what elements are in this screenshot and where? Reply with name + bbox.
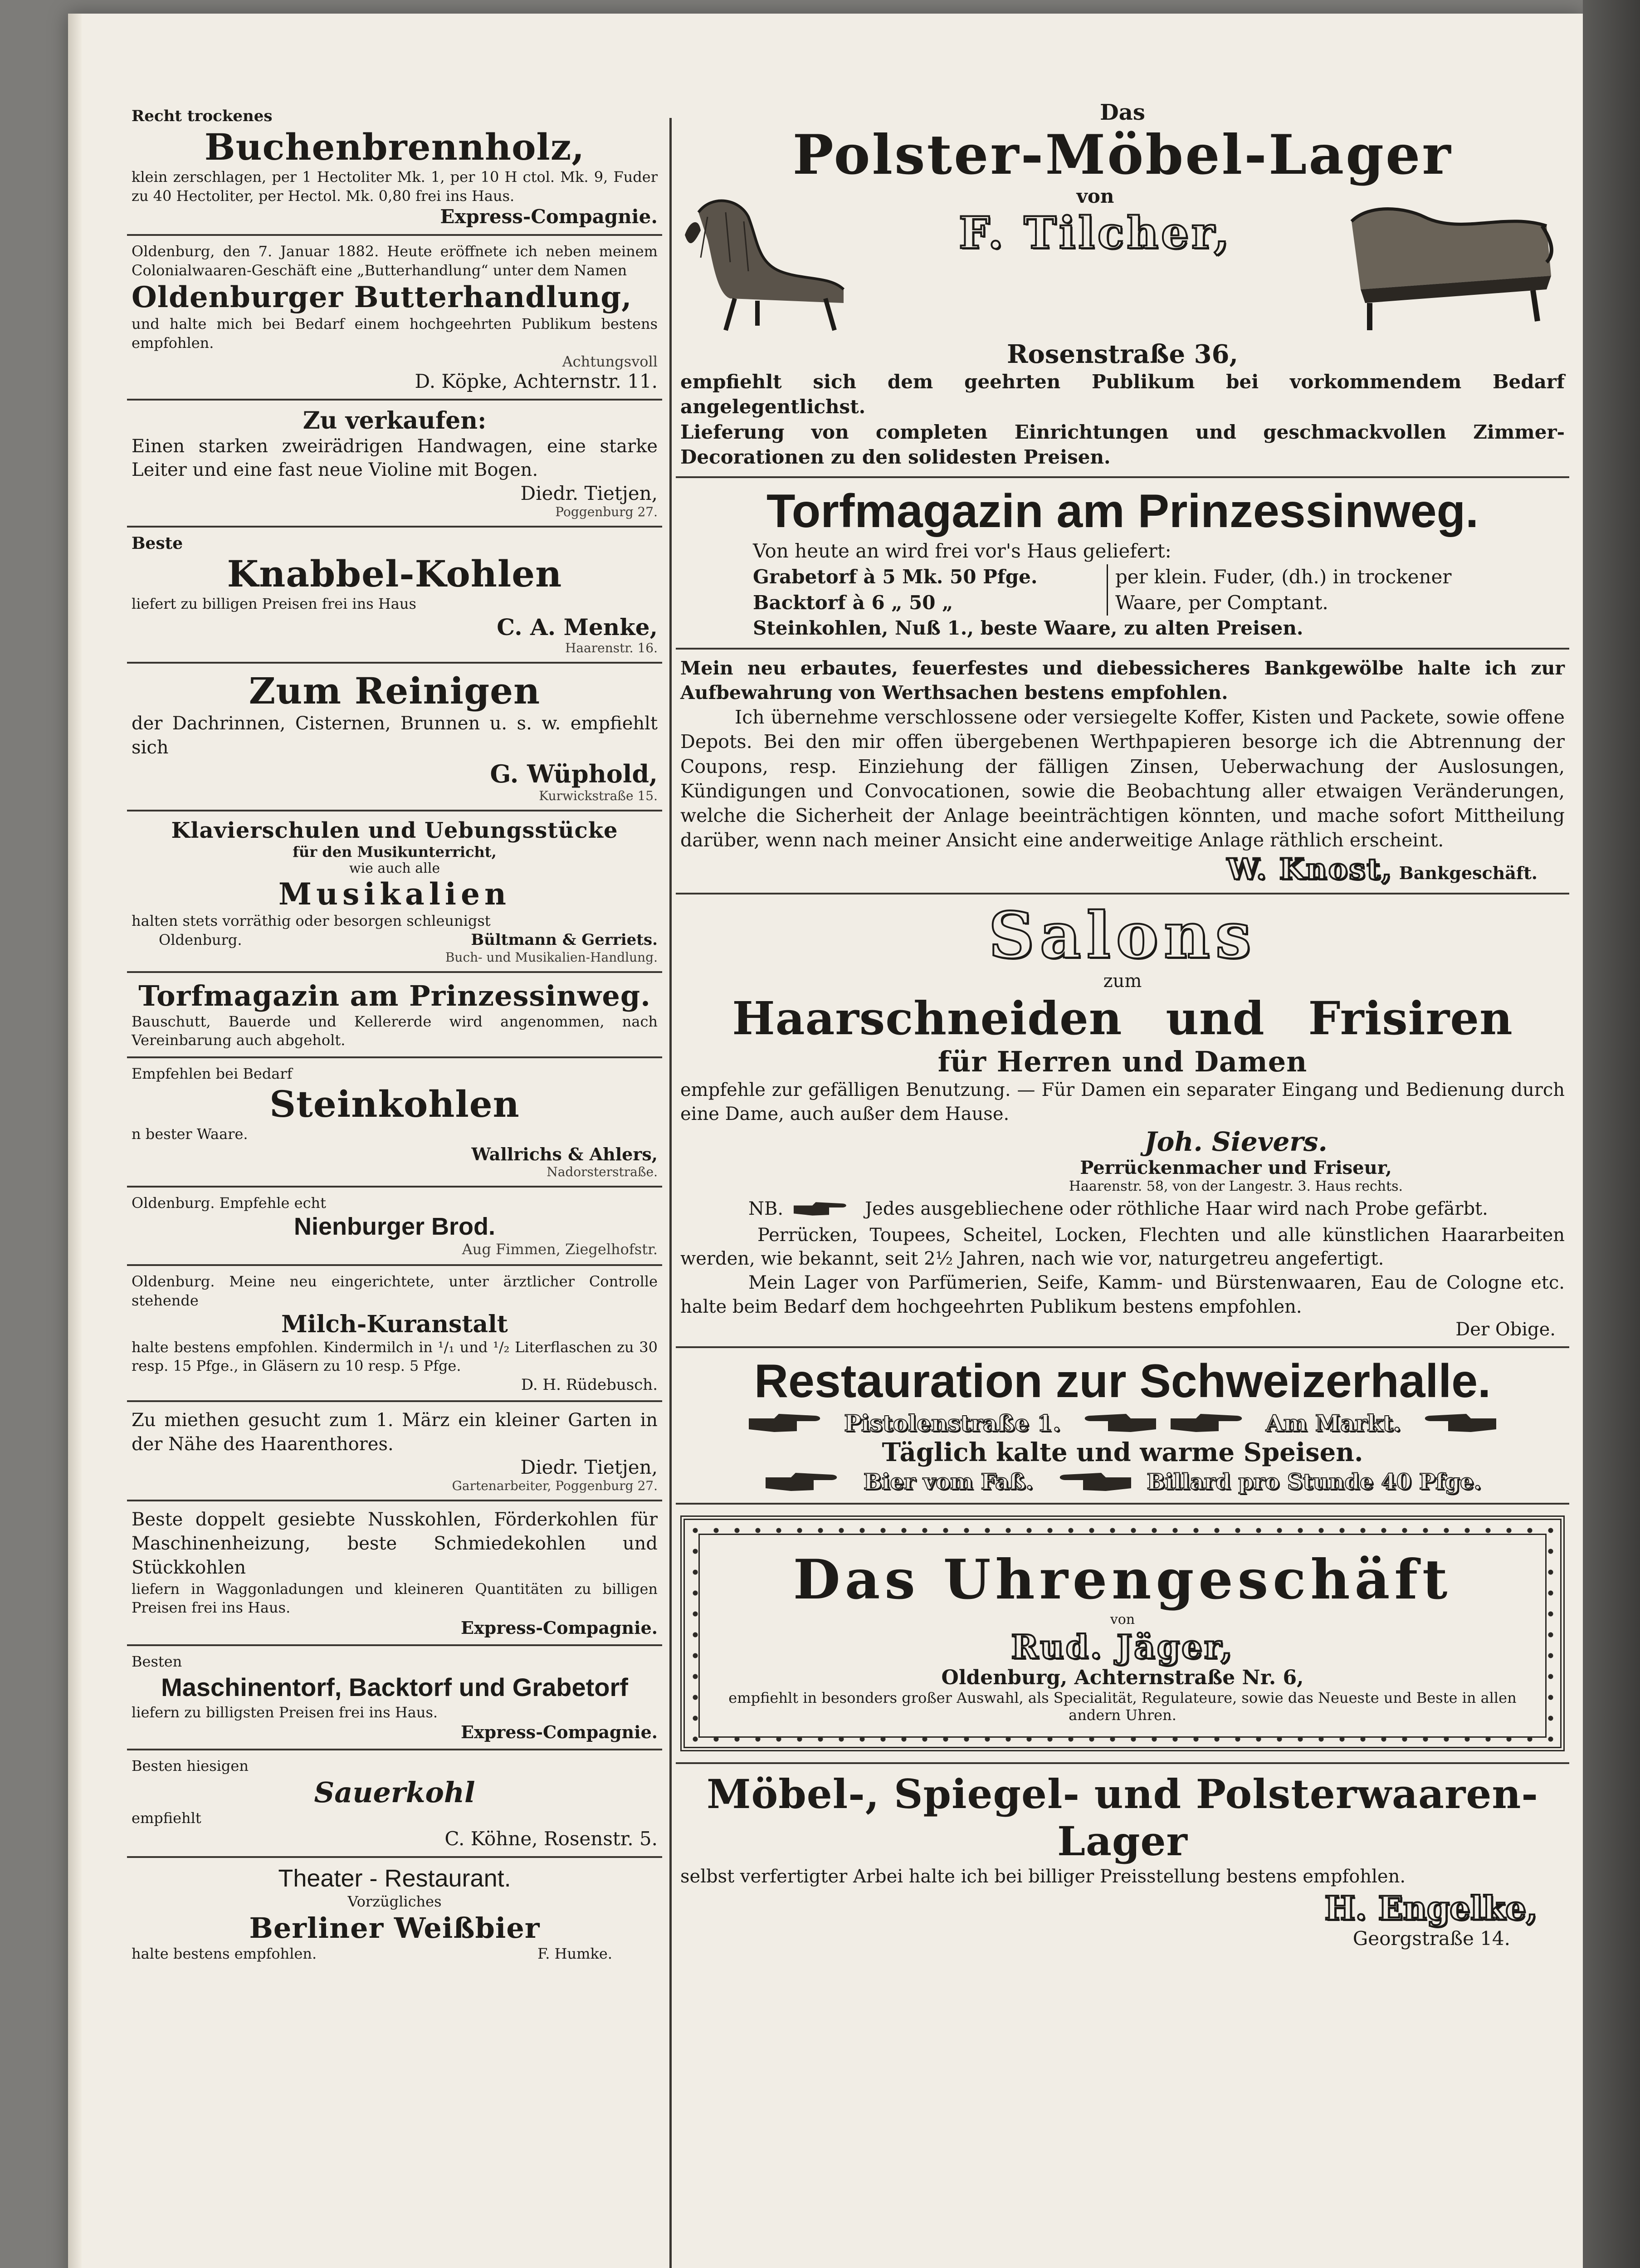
ad-text: empfehle zur gefälligen Benutzung. — Für Damen ein separater Eingang und Bedienung durch eine Dame, auch außer dem Hause.: [680, 1079, 1565, 1124]
ad-place: Oldenburg.: [159, 931, 242, 948]
ad-title: Möbel-, Spiegel- und Polsterwaaren-Lager: [707, 1770, 1538, 1865]
ad-text: Einen starken zweirädrigen Handwagen, eine starke Leiter und eine fast neue Violine mit Bogen.: [132, 435, 658, 481]
ad-text: halte bestens empfohlen. Kindermilch in ¹/₁ und ¹/₂ Literflaschen zu 30 resp. 15 Pfge., in Gläsern zu 10 resp. 5 Pfge.: [132, 1338, 658, 1375]
ad-pre: Beste: [132, 534, 183, 553]
ad-title: Milch-Kuranstalt: [281, 1310, 508, 1338]
ad-title: Torfmagazin am Prinzessinweg.: [766, 484, 1479, 538]
ad-left-address: Pistolenstraße 1.: [844, 1409, 1061, 1437]
ad-signature: Diedr. Tietjen,: [520, 1456, 658, 1479]
ad-bier: Bier vom Faß.: [863, 1469, 1034, 1495]
ad-pre: Oldenburg. Empfehle echt: [132, 1194, 326, 1212]
ad-das: Das: [1100, 100, 1145, 125]
pointing-hand-left-icon: [1072, 1408, 1158, 1437]
ad-address: Oldenburg, Achternstraße Nr. 6,: [941, 1666, 1304, 1690]
ad-title: Nienburger Brod.: [293, 1213, 496, 1241]
ad-sub: Bankgeschäft.: [1399, 862, 1538, 883]
ad-line3: wie auch alle: [349, 860, 440, 877]
ad-title: Polster-Möbel-Lager: [792, 123, 1453, 187]
ad-uhrengeschaeft: [676, 1505, 1569, 1762]
ad-title: Buchenbrennholz,: [204, 126, 585, 169]
price-left: Backtorf à 6 „ 50 „: [753, 591, 953, 614]
ad-text1: Mein neu erbautes, feuerfestes und diebessicheres Bankgewölbe halte ich zur Aufbewahrung von Werthsachen bestens empfohlen.: [680, 657, 1565, 704]
ad-title: Salons: [988, 898, 1257, 973]
ad-pre: Besten hiesigen: [132, 1757, 249, 1775]
ad-title: Maschinentorf, Backtorf und Grabetorf: [161, 1672, 628, 1701]
ad-torfmagazin-small: [127, 973, 662, 1058]
ad-signature: D. Köpke, Achternstr. 11.: [415, 370, 658, 392]
ad-title: Das Uhrengeschäft: [793, 1548, 1452, 1612]
pointing-hand-right-icon: [747, 1408, 833, 1437]
frame-inner: [698, 1534, 1547, 1738]
sofa-engraving: [1329, 185, 1565, 339]
ad-signature: Express-Compagnie.: [440, 205, 658, 228]
price-row-2: [753, 590, 1565, 616]
ad-text: liefern zu billigsten Preisen frei ins Haus.: [132, 1703, 438, 1721]
ad-garten: [127, 1402, 662, 1502]
ad-text: n bester Waare.: [132, 1125, 248, 1143]
ad-buchenbrennholz: [127, 100, 662, 236]
ad-title: Oldenburger Butterhandlung,: [132, 280, 632, 314]
ad-salons: [676, 894, 1569, 1348]
ad-pre: Empfehlen bei Bedarf: [132, 1065, 293, 1082]
ad-torfmagazin: [676, 478, 1569, 650]
ad-footer-row: [132, 1945, 658, 1964]
ad-text: Zu miethen gesucht zum 1. März ein kleiner Garten in der Nähe des Haarenthores.: [132, 1409, 658, 1455]
ad-knabbel-kohlen: [127, 528, 662, 664]
ad-nb-row: [680, 1194, 1565, 1223]
pointing-hand-right-icon: [764, 1467, 850, 1496]
ad-signature: Diedr. Tietjen,: [520, 482, 658, 505]
ad-title: Sauerkohl: [314, 1775, 475, 1809]
ad-signature: H. Engelke,: [1324, 1889, 1538, 1928]
ad-text: klein zerschlagen, per 1 Hectoliter Mk. 1, per 10 H ctol. Mk. 9, Fuder zu 40 Hectoliter, per Hectol. Mk. 0,80 frei ins Haus.: [132, 168, 658, 205]
ad-greeting: Achtungsvoll: [562, 352, 658, 370]
ad-title: Zu verkaufen:: [303, 406, 487, 435]
ad-address: Kurwickstraße 15.: [539, 788, 658, 804]
ornamental-frame: [680, 1515, 1565, 1751]
ad-von: von: [1110, 1612, 1135, 1628]
ad-text: empfiehlt in besonders großer Auswahl, als Specialität, Regulateure, sowie das Neueste und Beste in allen andern Uhren.: [728, 1689, 1517, 1724]
ad-signature: W. Knost,: [1227, 852, 1393, 886]
ad-milch-kuranstalt: [127, 1266, 662, 1402]
ad-polster-moebel-lager: [676, 100, 1569, 478]
price-row-1: [753, 564, 1565, 590]
price-row-3: Steinkohlen, Nuß 1., beste Waare, zu alten Preisen.: [753, 617, 1303, 640]
ad-text2: Perrücken, Toupees, Scheitel, Locken, Flechten und alle künstlichen Haararbeiten werden, wie bekannt, seit 2½ Jahren, nach wie vor, naturgetreu angefertigt.: [680, 1224, 1565, 1270]
ad-right-address: Am Markt.: [1265, 1409, 1401, 1437]
scan-edge: [1583, 0, 1640, 2268]
ad-address: Poggenburg 27.: [555, 504, 658, 520]
ad-address: Nadorsterstraße.: [547, 1164, 658, 1179]
ad-schweizerhalle: [676, 1348, 1569, 1505]
ad-text2: Lieferung von completen Einrichtungen und geschmackvollen Zimmer-Decorationen zu den solidesten Preisen.: [680, 420, 1565, 469]
ad-nb-label: NB.: [748, 1198, 784, 1219]
price-right: Waare, per Comptant.: [1107, 590, 1328, 616]
ad-signature: Express-Compagnie.: [461, 1618, 658, 1638]
ad-title: Musikalien: [278, 876, 511, 912]
ad-nb-text: Jedes ausgebliechene oder röthliche Haar wird nach Probe gefärbt.: [865, 1198, 1488, 1219]
ad-text: der Dachrinnen, Cisternen, Brunnen u. s. w. empfiehlt sich: [132, 713, 658, 758]
ad-profession: Perrückenmacher und Friseur,: [1080, 1157, 1392, 1178]
ad-butterhandlung: [127, 236, 662, 400]
column-divider: [669, 118, 672, 2268]
price-left: Grabetorf à 5 Mk. 50 Pfge.: [753, 566, 1038, 588]
ad-signature: Joh. Sievers.: [1144, 1126, 1328, 1157]
ad-product: Berliner Weißbier: [249, 1911, 540, 1945]
ad-theater-restaurant: [127, 1858, 662, 1970]
ad-title: Theater - Restaurant.: [278, 1865, 511, 1892]
ad-bier-row: [680, 1467, 1565, 1496]
ad-address: Haarenstr. 16.: [565, 640, 658, 655]
ad-von: von: [1076, 185, 1114, 207]
ad-signature: G. Wüphold,: [490, 759, 658, 789]
ad-text: und halte mich bei Bedarf einem hochgeehrten Publikum bestens empfohlen.: [132, 315, 658, 352]
ad-engelke: [676, 1762, 1569, 1956]
ad-zum: zum: [1103, 970, 1142, 992]
ad-subtitle: Haarschneiden und Frisiren: [732, 991, 1513, 1045]
ad-bankgeschaeft: [676, 650, 1569, 894]
right-column: [676, 100, 1569, 2268]
ad-name: F. Tilcher,: [958, 207, 1232, 259]
pointing-hand-left-icon: [1047, 1467, 1133, 1496]
ad-text: halten stets vorräthig oder besorgen schleunigst: [132, 912, 491, 930]
ad-illustration-row: [680, 185, 1565, 339]
ad-signature: D. H. Rüdebusch.: [521, 1375, 658, 1394]
ad-title: Knabbel-Kohlen: [227, 552, 562, 596]
ad-reinigen: [127, 664, 662, 812]
ad-nusskohlen: [127, 1501, 662, 1646]
ad-line2: für den Musikunterricht,: [293, 843, 497, 861]
price-right: per klein. Fuder, (dh.) in trockener: [1107, 564, 1451, 590]
ad-steinkohlen: [127, 1058, 662, 1188]
ad-pre: Vorzügliches: [347, 1893, 442, 1911]
ad-signature: C. Köhne, Rosenstr. 5.: [444, 1828, 658, 1850]
ad-signature: C. A. Menke,: [497, 613, 658, 640]
ad-for: für Herren und Damen: [937, 1045, 1308, 1078]
ad-text: Beste doppelt gesiebte Nusskohlen, Förderkohlen für Maschinenheizung, beste Schmiedekohlen und Stückkohlen: [132, 1509, 658, 1579]
ad-title: Torfmagazin am Prinzessinweg.: [138, 979, 651, 1012]
ad-signature: F. Humke.: [537, 1945, 612, 1962]
ad-title: Steinkohlen: [269, 1083, 520, 1126]
ad-signature: Wallrichs & Ahlers,: [471, 1144, 658, 1164]
ad-price-list: [680, 538, 1565, 641]
ad-pre: Besten: [132, 1653, 182, 1671]
pointing-hand-right-icon: [1169, 1408, 1255, 1437]
chaise-longue-engraving: [680, 185, 862, 339]
pointing-hand-icon: [792, 1194, 856, 1223]
ad-billard: Billard pro Stunde 40 Pfge.: [1147, 1469, 1482, 1495]
ad-tagline: Täglich kalte und warme Speisen.: [882, 1437, 1363, 1468]
ad-verkaufen: [127, 401, 662, 528]
ad-intro: Oldenburg. Meine neu eingerichtete, unter ärztlicher Controlle stehende: [132, 1273, 658, 1310]
ad-musikalien: [127, 811, 662, 973]
ad-address-row: [680, 1408, 1565, 1437]
ad-text1: empfiehlt sich dem geehrten Publikum bei vorkommendem Bedarf angelegentlichst.: [680, 371, 1565, 418]
ad-text3: Mein Lager von Parfümerien, Seife, Kamm- und Bürstenwaaren, Eau de Cologne etc. halte beim Bedarf dem hochgeehrten Publikum bestens empfohlen.: [680, 1272, 1565, 1317]
left-column: [127, 100, 662, 2268]
ad-intro: Oldenburg, den 7. Januar 1882. Heute eröffnete ich neben meinem Colonialwaaren-Geschäft eine „Butterhandlung“ unter dem Namen: [132, 243, 658, 279]
ad-sub: Buch- und Musikalien-Handlung.: [445, 949, 658, 965]
ad-sauerkohl: [127, 1750, 662, 1858]
ad-name: Rud. Jäger,: [1011, 1628, 1234, 1667]
ad-intro: Von heute an wird frei vor's Haus geliefert:: [753, 540, 1171, 562]
ad-text: empfiehlt: [132, 1809, 201, 1827]
ad-address: Gartenarbeiter, Poggenburg 27.: [452, 1478, 658, 1494]
ad-nienburger-brod: [127, 1188, 662, 1266]
ad-address: Georgstraße 14.: [1352, 1927, 1510, 1950]
ad-text: halte bestens empfohlen.: [132, 1945, 317, 1962]
ad-text: liefert zu billigen Preisen frei ins Haus: [132, 595, 416, 613]
ad-address: Haarenstr. 58, von der Langestr. 3. Haus rechts.: [1069, 1178, 1403, 1194]
ad-closing: Der Obige.: [1455, 1319, 1556, 1340]
ad-signature-row: [132, 931, 658, 950]
ad-title: Zum Reinigen: [249, 669, 541, 712]
ad-title: Restauration zur Schweizerhalle.: [754, 1354, 1491, 1408]
ad-text2: liefern in Waggonladungen und kleineren Quantitäten zu billigen Preisen frei ins Haus.: [132, 1580, 658, 1617]
ad-text: Bauschutt, Bauerde und Kellererde wird angenommen, nach Vereinbarung auch abgeholt.: [132, 1012, 658, 1049]
ad-signature-line: [680, 852, 1565, 886]
ad-text: selbst verfertigter Arbei halte ich bei billiger Preisstellung bestens empfohlen.: [680, 1866, 1406, 1887]
ad-maschinentorf: [127, 1646, 662, 1750]
ad-pre: Recht trockenes: [132, 107, 273, 125]
ad-signature: Aug Fimmen, Ziegelhofstr.: [462, 1241, 658, 1258]
ad-address: Rosenstraße 36,: [1006, 339, 1239, 369]
ad-signature: Bültmann & Gerriets.: [471, 930, 658, 949]
ad-line1: Klavierschulen und Uebungsstücke: [171, 818, 618, 844]
ad-signature: Express-Compagnie.: [461, 1722, 658, 1743]
ad-text2: Ich übernehme verschlossene oder versiegelte Koffer, Kisten und Packete, sowie offene Depots. Bei den mir offen übergebenen Werthpapieren besorge ich die Abtrennung der Coupons, resp. Einziehung der fälligen Zinsen, Ueberwachung der Auslosungen, Kündigungen und Convocationen, sowie die Beobachtung aller etwaigen Veränderungen, welche die Sicherheit der Anlage beeinträchtigen könnten, und mache sofort Mittheilung darüber, wenn nach meiner Ansicht eine anderweitige Anlage räthlich erscheint.: [680, 706, 1565, 851]
pointing-hand-left-icon: [1412, 1408, 1498, 1437]
